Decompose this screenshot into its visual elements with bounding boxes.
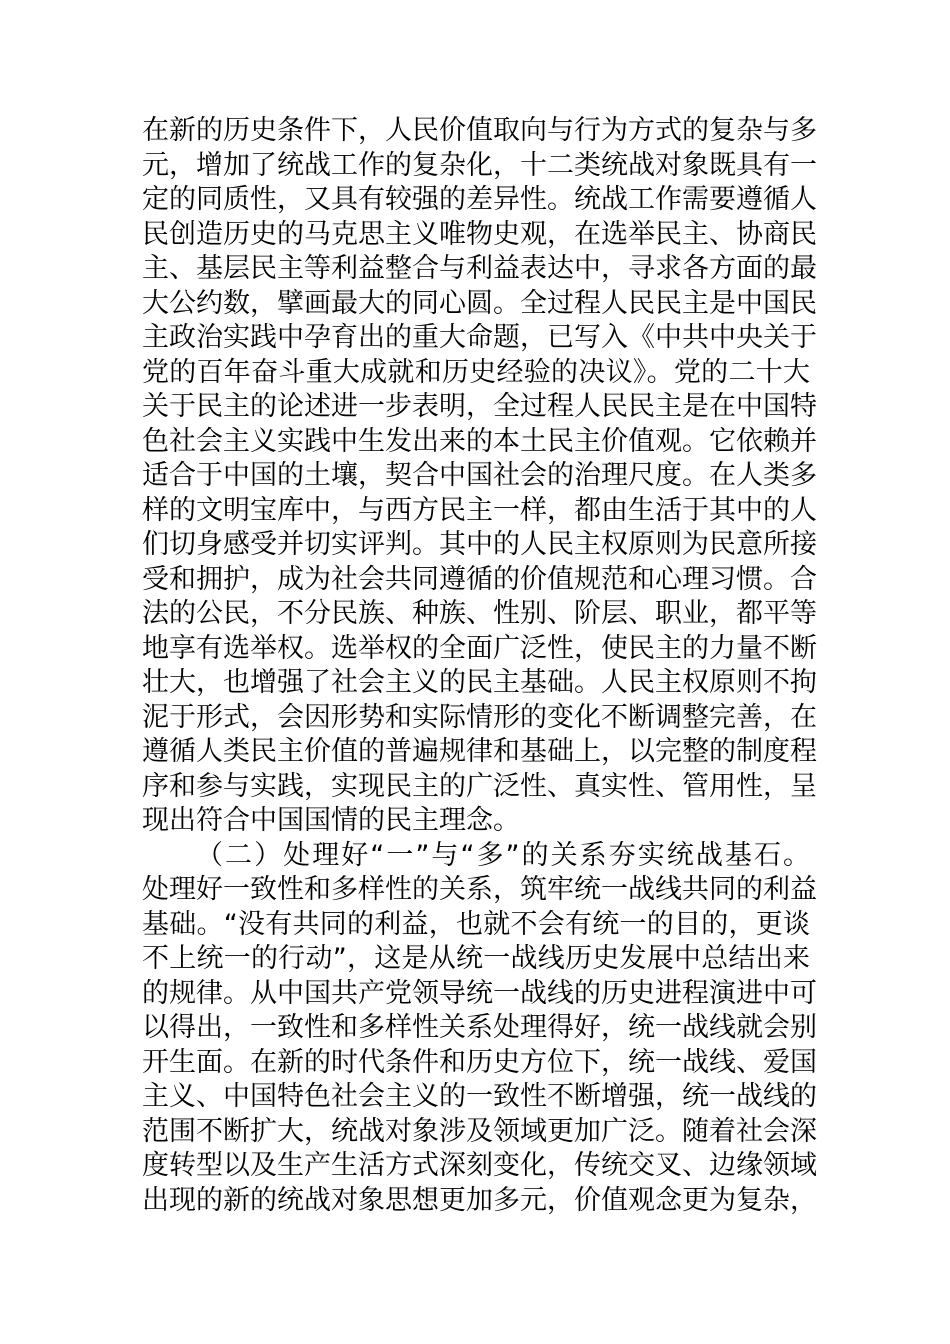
text-line-10: 色社会主义实践中生发出来的本土民主价值观。它依赖并 [142,425,817,457]
text-line-1: 在新的历史条件下，人民价值取向与行为方式的复杂与多 [142,115,817,146]
text-line-16: 地享有选举权。选举权的全面广泛性，使民主的力量不断 [142,632,817,664]
text-line-12: 样的文明宝库中，与西方民主一样，都由生活于其中的人 [142,494,817,526]
text-line-21: 现出符合中国国情的民主理念。 [142,805,520,836]
text-line-28: 开生面。在新的时代条件和历史方位下，统一战线、爱国 [142,1046,817,1078]
text-line-31: 度转型以及生产生活方式深刻变化，传统交叉、边缘领域 [142,1150,817,1181]
text-line-29: 主义、中国特色社会主义的一致性不断增强，统一战线的 [142,1081,817,1112]
section-heading: （二）处理好“一”与“多”的关系夯实统战基石。 [196,839,810,871]
text-line-20: 序和参与实践，实现民主的广泛性、真实性、管用性，呈 [142,770,817,802]
body-text [142,114,817,1218]
text-line-15: 法的公民，不分民族、种族、性别、阶层、职业，都平等 [142,598,817,629]
text-line-5: 主、基层民主等利益整合与利益表达中，寻求各方面的最 [142,253,817,284]
text-line-14: 受和拥护，成为社会共同遵循的价值规范和心理习惯。合 [142,563,817,595]
text-line-25: 不上统一的行动”，这是从统一战线历史发展中总结出来 [142,943,810,974]
text-line-9: 关于民主的论述进一步表明，全过程人民民主是在中国特 [142,391,817,422]
text-line-23: 处理好一致性和多样性的关系，筑牢统一战线共同的利益 [142,874,817,905]
text-line-24: 基础。“没有共同的利益，也就不会有统一的目的，更谈 [142,908,810,940]
text-line-2: 元，增加了统战工作的复杂化，十二类统战对象既具有一 [142,149,817,181]
text-line-4: 民创造历史的马克思主义唯物史观，在选举民主、协商民 [142,218,817,250]
text-line-30: 范围不断扩大，统战对象涉及领域更加广泛。随着社会深 [142,1115,817,1147]
text-line-17: 壮大，也增强了社会主义的民主基础。人民主权原则不拘 [142,667,817,698]
text-line-13: 们切身感受并切实评判。其中的人民主权原则为民意所接 [142,529,817,560]
text-line-19: 遵循人类民主价值的普遍规律和基础上，以完整的制度程 [142,736,817,767]
text-line-32: 出现的新的统战对象思想更加多元，价值观念更为复杂， [142,1184,817,1216]
text-line-8: 党的百年奋斗重大成就和历史经验的决议》。党的二十大 [142,356,810,388]
text-line-27: 以得出，一致性和多样性关系处理得好，统一战线就会别 [142,1012,817,1043]
text-line-11: 适合于中国的土壤，契合中国社会的治理尺度。在人类多 [142,460,817,491]
text-line-3: 定的同质性，又具有较强的差异性。统战工作需要遵循人 [142,184,817,215]
text-line-6: 大公约数，擘画最大的同心圆。全过程人民民主是中国民 [142,287,817,319]
text-line-7: 主政治实践中孕育出的重大命题，已写入《中共中央关于 [142,322,817,353]
text-line-26: 的规律。从中国共产党领导统一战线的历史进程演进中可 [142,977,817,1009]
text-line-18: 泥于形式，会因形势和实际情形的变化不断调整完善，在 [142,701,817,733]
